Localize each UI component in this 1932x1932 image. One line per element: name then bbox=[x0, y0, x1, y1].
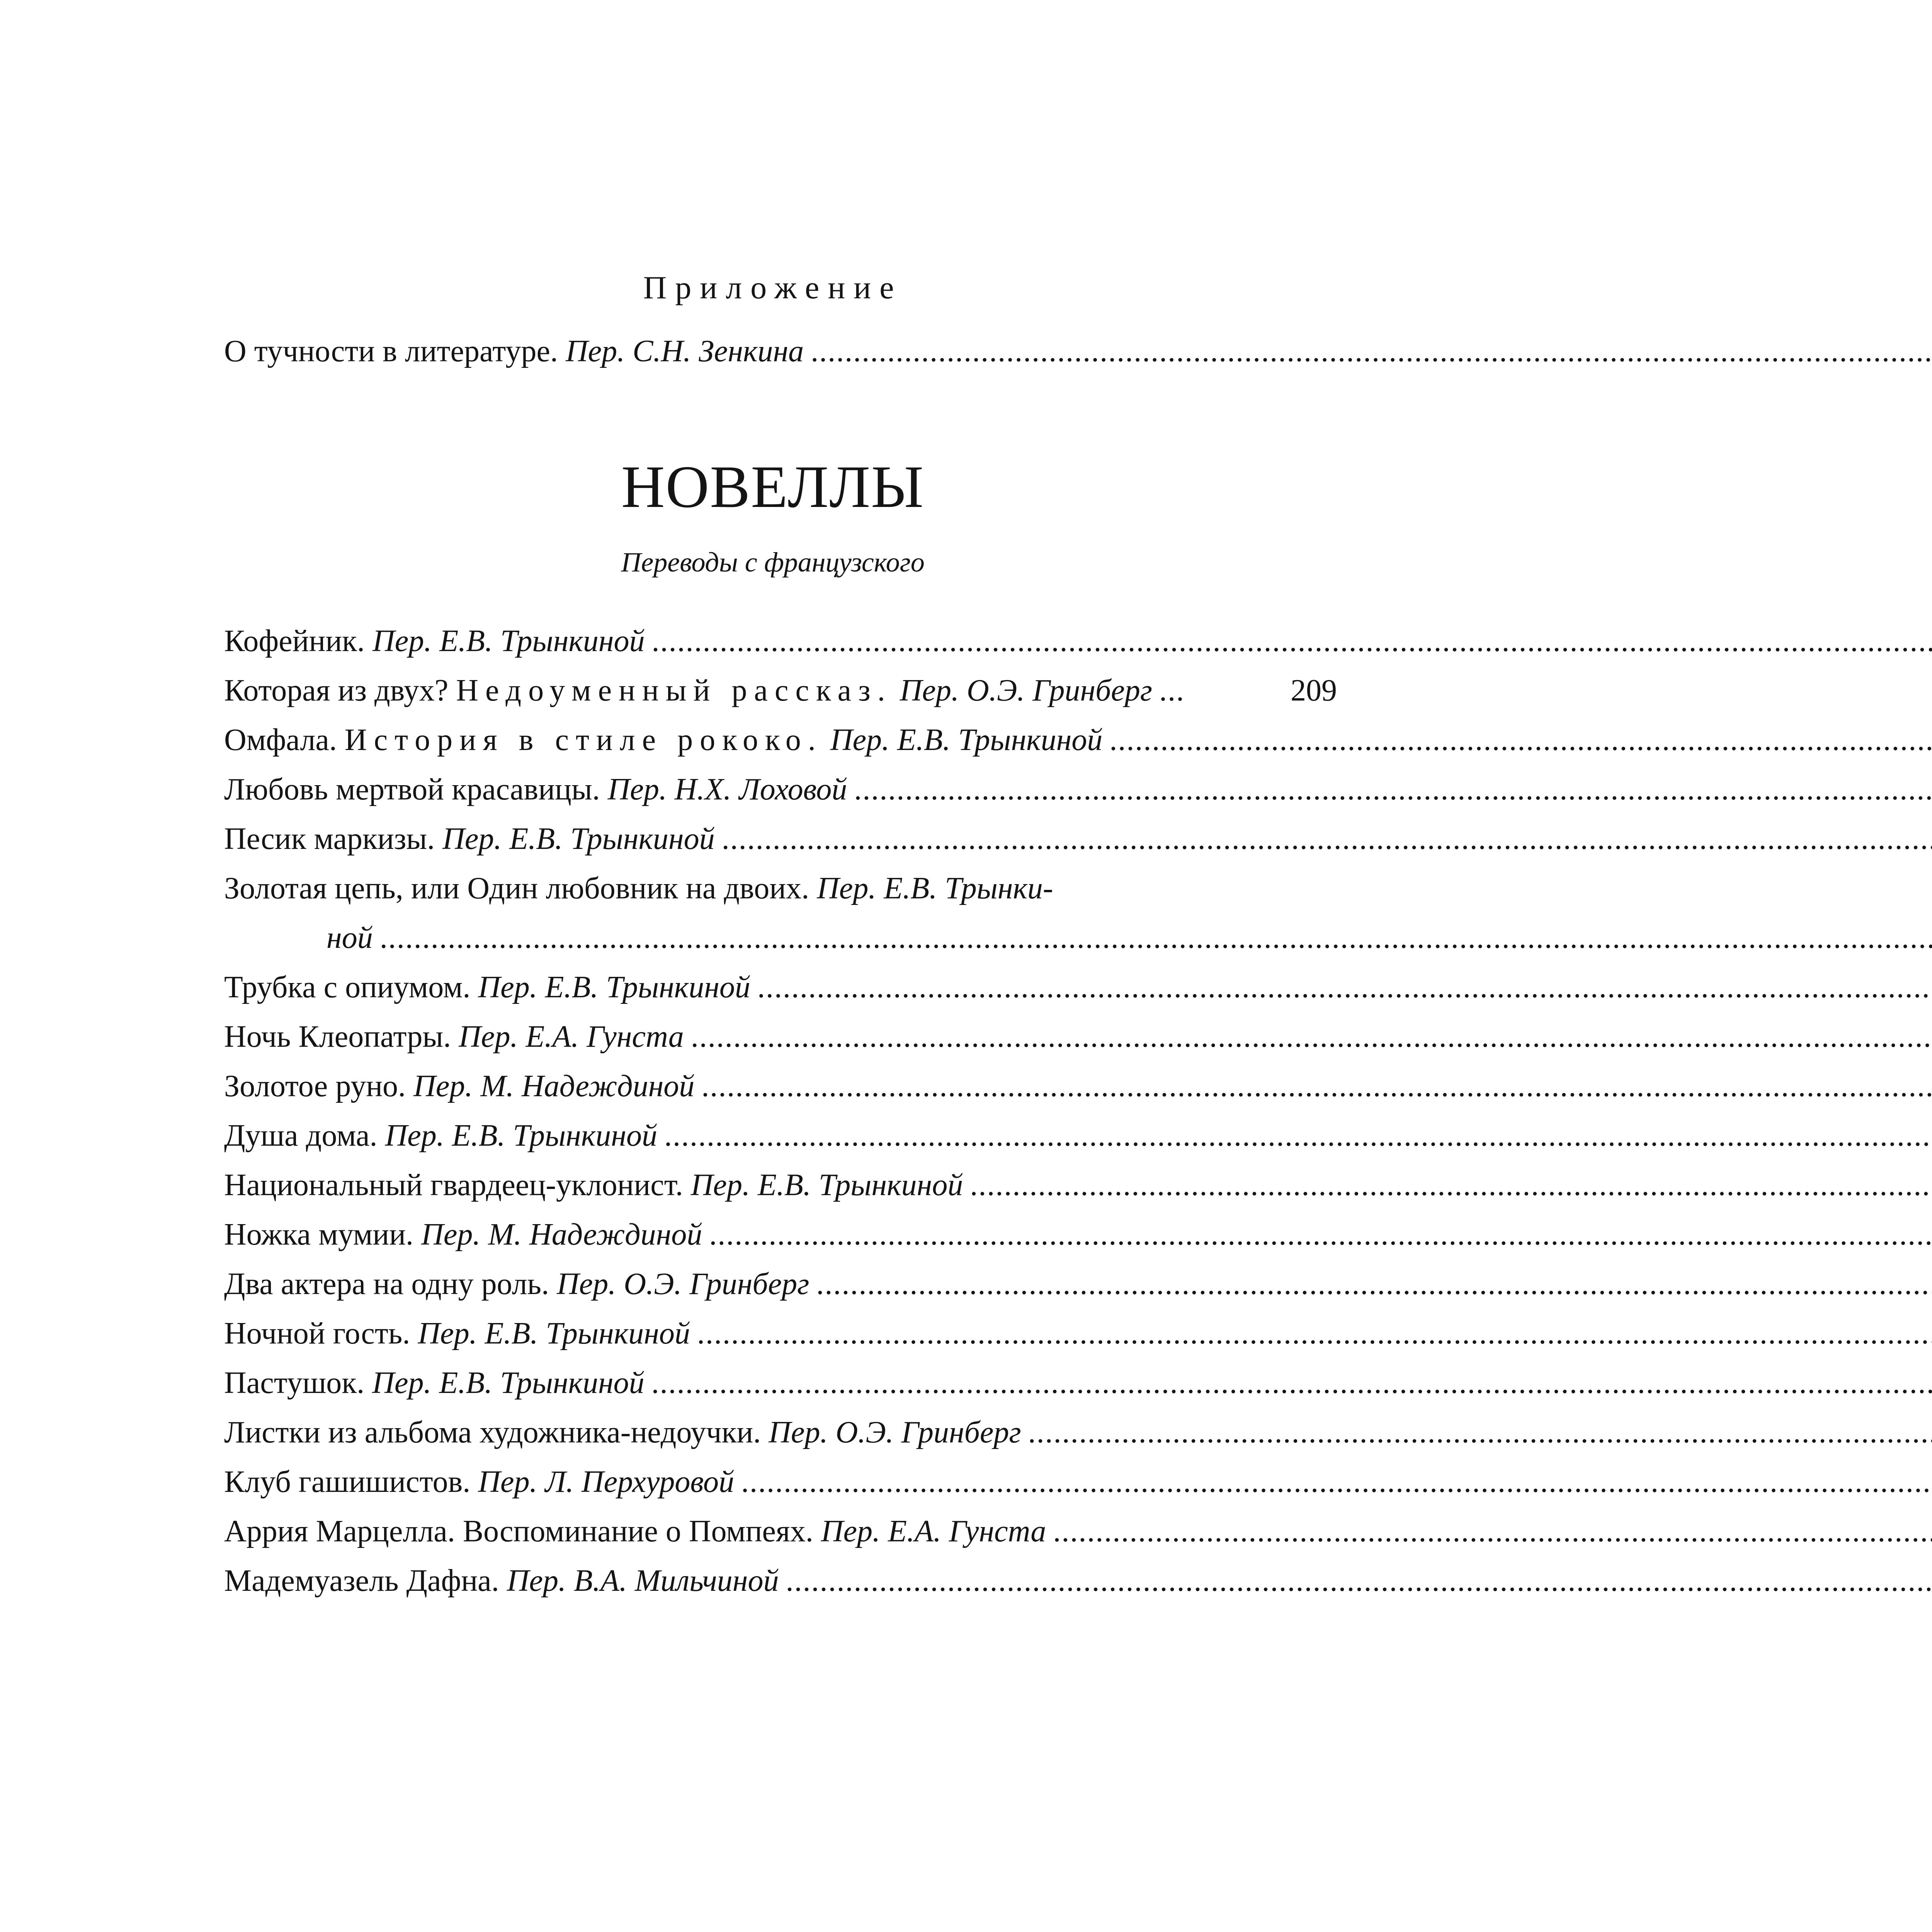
entry-title: Кофейник. bbox=[224, 624, 365, 658]
toc-entry[interactable] bbox=[224, 666, 1337, 715]
entry-translator: Пер. Е.А. Гунста bbox=[459, 1020, 684, 1054]
dot-leader bbox=[1028, 1408, 1932, 1457]
novellas-toc bbox=[224, 616, 1337, 1605]
entry-translator: Пер. М. Надеждиной bbox=[421, 1218, 702, 1252]
dot-leader bbox=[970, 1160, 1932, 1210]
entry-title: Песик маркизы. bbox=[224, 822, 435, 856]
entry-title: Душа дома. bbox=[224, 1119, 378, 1153]
toc-entry[interactable] bbox=[224, 1061, 1337, 1111]
entry-translator: Пер. Е.В. Трынкиной bbox=[418, 1316, 690, 1350]
toc-entry[interactable] bbox=[224, 963, 1337, 1012]
toc-entry[interactable] bbox=[224, 715, 1337, 765]
dot-leader bbox=[701, 1061, 1932, 1111]
dot-leader bbox=[652, 616, 1932, 666]
toc-entry[interactable] bbox=[224, 1309, 1337, 1358]
dot-leader bbox=[816, 1259, 1932, 1309]
entry-title: Два актера на одну роль. bbox=[224, 1267, 549, 1301]
entry-translator: Пер. Е.В. Трынкиной bbox=[372, 624, 645, 658]
entry-title: Омфала. bbox=[224, 723, 337, 757]
toc-entry[interactable] bbox=[224, 1556, 1337, 1605]
entry-title: Любовь мертвой красавицы. bbox=[224, 772, 600, 806]
toc-entry[interactable] bbox=[224, 616, 1337, 666]
dot-leader bbox=[651, 1358, 1932, 1408]
entry-title: Пастушок. bbox=[224, 1366, 365, 1400]
entry-translator: Пер. Е.А. Гунста bbox=[821, 1514, 1046, 1548]
dot-leader bbox=[380, 913, 1932, 963]
entry-translator: Пер. В.А. Мильчиной bbox=[507, 1564, 779, 1598]
toc-entry[interactable] bbox=[224, 765, 1337, 814]
dot-leader bbox=[1053, 1507, 1932, 1556]
entry-title: Листки из альбома художника-недоучки. bbox=[224, 1415, 761, 1449]
entry-title: Ночной гость. bbox=[224, 1316, 410, 1350]
entry-translator: Пер. М. Надеждиной bbox=[413, 1069, 695, 1103]
toc-entry[interactable] bbox=[224, 327, 1337, 376]
toc-entry[interactable] bbox=[224, 1259, 1337, 1309]
entry-translator: Пер. Л. Перхуровой bbox=[478, 1465, 735, 1499]
entry-translator: Пер. С.Н. Зенкина bbox=[565, 334, 804, 368]
dot-leader bbox=[786, 1556, 1932, 1605]
toc-entry[interactable] bbox=[224, 1358, 1337, 1408]
entry-subtitle: История в стиле рококо. bbox=[344, 723, 823, 757]
toc-entry[interactable] bbox=[224, 1210, 1337, 1259]
entry-translator: Пер. Е.В. Трынкиной bbox=[690, 1168, 963, 1202]
dot-leader bbox=[757, 963, 1932, 1012]
toc-entry[interactable] bbox=[224, 1012, 1337, 1061]
dot-leader bbox=[709, 1210, 1932, 1259]
entry-page-number: 209 bbox=[1291, 673, 1337, 707]
toc-entry[interactable] bbox=[224, 1507, 1337, 1556]
dot-leader bbox=[1109, 715, 1932, 765]
entry-translator: Пер. О.Э. Гринберг bbox=[556, 1267, 810, 1301]
entry-title: Аррия Марцелла. Воспоминание о Помпеях. bbox=[224, 1514, 813, 1548]
toc-entry[interactable] bbox=[224, 1111, 1337, 1160]
dot-leader bbox=[854, 765, 1932, 814]
toc-entry[interactable] bbox=[224, 864, 1337, 963]
entry-translator: Пер. Е.В. Трынкиной bbox=[478, 970, 750, 1004]
entry-title: Ночь Клеопатры. bbox=[224, 1020, 451, 1054]
entry-translator: Пер. Н.Х. Лоховой bbox=[607, 772, 847, 806]
entry-translator: Пер. Е.В. Трынкиной bbox=[830, 723, 1103, 757]
dot-leader bbox=[741, 1457, 1932, 1507]
entry-title: Мадемуазель Дафна. bbox=[224, 1564, 499, 1598]
section-title: НОВЕЛЛЫ bbox=[621, 453, 925, 520]
entry-translator: Пер. О.Э. Гринберг bbox=[900, 673, 1152, 707]
entry-title: Золотое руно. bbox=[224, 1069, 406, 1103]
appendix-toc bbox=[224, 327, 1337, 376]
entry-title: Клуб гашишистов. bbox=[224, 1465, 471, 1499]
toc-entry[interactable] bbox=[224, 814, 1337, 864]
dot-leader bbox=[811, 327, 1932, 376]
dot-leader bbox=[664, 1111, 1932, 1160]
dot-leader bbox=[691, 1012, 1932, 1061]
toc-entry[interactable] bbox=[224, 1408, 1337, 1457]
entry-title: Трубка с опиумом. bbox=[224, 970, 471, 1004]
toc-entry[interactable] bbox=[224, 1457, 1337, 1507]
appendix-heading: Приложение bbox=[643, 270, 903, 306]
entry-title: О тучности в литературе. bbox=[224, 334, 558, 368]
section-subtitle: Переводы с французского bbox=[621, 547, 925, 578]
dot-leader bbox=[722, 814, 1932, 864]
toc-entry[interactable] bbox=[224, 1160, 1337, 1210]
entry-subtitle: Недоуменный рассказ. bbox=[456, 673, 892, 707]
entry-title: Национальный гвардеец-уклонист. bbox=[224, 1168, 683, 1202]
dot-leader bbox=[1159, 666, 1236, 715]
entry-translator: Пер. Е.В. Трынкиной bbox=[372, 1366, 645, 1400]
entry-translator: Пер. Е.В. Трынки- bbox=[817, 871, 1053, 905]
entry-title: Ножка мумии. bbox=[224, 1218, 414, 1252]
entry-title: Золотая цепь, или Один любовник на двоих. bbox=[224, 871, 810, 905]
entry-title: Которая из двух? bbox=[224, 673, 449, 707]
entry-translator: Пер. О.Э. Гринберг bbox=[769, 1415, 1021, 1449]
entry-translator-continuation: ной bbox=[327, 921, 373, 955]
entry-translator: Пер. Е.В. Трынкиной bbox=[385, 1119, 657, 1153]
dot-leader bbox=[697, 1309, 1932, 1358]
entry-translator: Пер. Е.В. Трынкиной bbox=[442, 822, 715, 856]
